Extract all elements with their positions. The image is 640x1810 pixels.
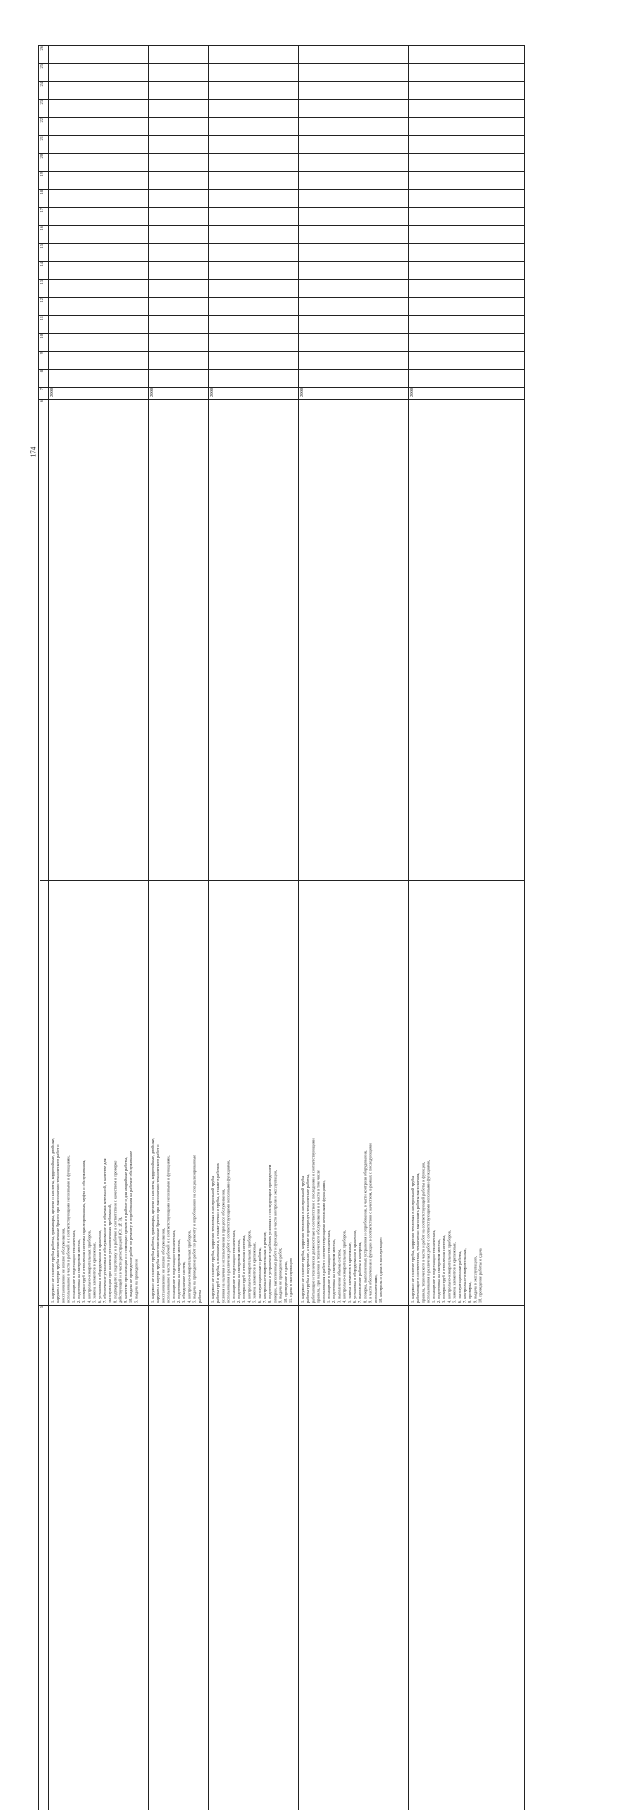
column-number: 18 [39, 190, 44, 195]
table-cell [409, 64, 525, 82]
table-row [39, 334, 525, 352]
table-cell [149, 46, 209, 64]
table-row [39, 298, 525, 316]
cell-c6 [299, 400, 384, 1305]
column-number-cell [39, 190, 49, 208]
column-number: 24 [39, 82, 44, 87]
table-cell [299, 100, 409, 118]
column-number: 22 [39, 118, 44, 123]
cell-c5 [299, 1306, 306, 1810]
table-row [39, 370, 525, 388]
table-row [39, 46, 525, 64]
table-cell [409, 208, 525, 226]
table-cell [409, 46, 525, 64]
cell-c6 [149, 400, 203, 1305]
table-cell [209, 190, 299, 208]
table-cell [149, 244, 209, 262]
table-row [39, 136, 525, 154]
cell-c5 [409, 1306, 416, 1810]
table-cell [209, 46, 299, 64]
table-row [39, 172, 525, 190]
column-number-cell [39, 226, 49, 244]
cell-c6 [209, 400, 294, 1305]
table-cell [409, 370, 525, 388]
column-number: 13 [39, 280, 44, 285]
table-cell [299, 334, 409, 352]
table-cell [409, 316, 525, 334]
column-number: 11 [39, 316, 44, 320]
table-cell [49, 64, 149, 82]
table-cell [209, 280, 299, 298]
table-cell [299, 226, 409, 244]
column-number: 6 [39, 400, 44, 402]
column-number-cell [39, 46, 49, 64]
data-table [38, 45, 525, 1810]
table-cell [149, 262, 209, 280]
table-cell [409, 1306, 525, 1810]
table-cell [209, 388, 299, 400]
table-cell [209, 334, 299, 352]
table-cell [209, 136, 299, 154]
table-cell [299, 154, 409, 172]
table-cell [409, 226, 525, 244]
table-cell [149, 1306, 209, 1810]
table-row [39, 400, 525, 1306]
table-cell [209, 154, 299, 172]
table-cell [209, 1306, 299, 1810]
table-cell [49, 46, 149, 64]
column-number-cell [39, 208, 49, 226]
column-number: 8 [39, 370, 44, 372]
table-cell [49, 136, 149, 154]
table-cell [49, 280, 149, 298]
column-number-cell [39, 154, 49, 172]
cell-c5 [49, 1306, 56, 1810]
table-cell [149, 370, 209, 388]
table-cell [209, 208, 299, 226]
column-number: 10 [39, 334, 44, 339]
table-cell [49, 400, 149, 1306]
table-cell [149, 82, 209, 100]
table-row [39, 208, 525, 226]
table-cell [299, 388, 409, 400]
table-cell [299, 298, 409, 316]
table-cell [409, 190, 525, 208]
cell-c7: 2000 [209, 388, 214, 397]
column-number-cell [39, 400, 49, 1306]
column-number-cell [39, 316, 49, 334]
column-number-cell [39, 334, 49, 352]
table-cell [209, 400, 299, 1306]
table-row [39, 64, 525, 82]
table-cell [209, 172, 299, 190]
table-cell [149, 388, 209, 400]
column-number-cell [39, 352, 49, 370]
table-cell [299, 118, 409, 136]
table-cell [149, 400, 209, 1306]
column-number-cell [39, 370, 49, 388]
table-cell [299, 1306, 409, 1810]
column-number-cell [39, 136, 49, 154]
table-cell [149, 280, 209, 298]
cell-c7: 2000 [149, 388, 154, 397]
table-row [39, 280, 525, 298]
table-cell [149, 154, 209, 172]
table-cell [149, 136, 209, 154]
table-cell [299, 64, 409, 82]
table-cell [49, 388, 149, 400]
table-cell [149, 208, 209, 226]
table-cell [299, 172, 409, 190]
table-row [39, 262, 525, 280]
table-cell [209, 244, 299, 262]
table-row [39, 1306, 525, 1810]
table-cell [49, 316, 149, 334]
table-cell [209, 82, 299, 100]
table-cell [409, 82, 525, 100]
table-cell [149, 172, 209, 190]
table-cell [409, 298, 525, 316]
cell-c6 [409, 400, 484, 1305]
table-cell [299, 352, 409, 370]
table-cell [409, 172, 525, 190]
table-cell [49, 190, 149, 208]
table-cell [209, 352, 299, 370]
column-number: 20 [39, 154, 44, 159]
table-cell [49, 82, 149, 100]
column-number-cell [39, 64, 49, 82]
column-number: 15 [39, 244, 44, 249]
table-cell [409, 352, 525, 370]
table-cell [49, 334, 149, 352]
table-cell [49, 226, 149, 244]
column-number-cell [39, 82, 49, 100]
table-cell [299, 190, 409, 208]
column-number-cell [39, 262, 49, 280]
column-number-cell [39, 118, 49, 136]
table-cell [299, 316, 409, 334]
column-number-cell [39, 100, 49, 118]
table-cell [409, 400, 525, 1306]
table-cell [209, 100, 299, 118]
table-cell [149, 334, 209, 352]
column-number-cell [39, 1306, 49, 1810]
table-cell [409, 118, 525, 136]
table-row [39, 100, 525, 118]
table-cell [149, 118, 209, 136]
column-number: 9 [39, 352, 44, 354]
table-cell [209, 64, 299, 82]
column-number: 14 [39, 262, 44, 267]
table-cell [409, 334, 525, 352]
table-cell [409, 280, 525, 298]
table-cell [149, 298, 209, 316]
table-cell [49, 172, 149, 190]
column-number-cell [39, 298, 49, 316]
table-cell [49, 1306, 149, 1810]
table-cell [209, 118, 299, 136]
table-cell [409, 136, 525, 154]
column-number: 26 [39, 46, 44, 51]
table-cell [209, 226, 299, 244]
rotated-table-sheet [38, 45, 524, 875]
footer-rule [40, 880, 524, 881]
table-cell [49, 262, 149, 280]
cell-c7: 2000 [49, 388, 54, 397]
column-number: 7 [39, 388, 44, 390]
column-number [39, 1306, 44, 1308]
table-row [39, 82, 525, 100]
table-cell [49, 100, 149, 118]
table-cell [149, 352, 209, 370]
table-cell [49, 298, 149, 316]
table-cell [49, 352, 149, 370]
table-cell [409, 100, 525, 118]
cell-c5 [149, 1306, 156, 1810]
table-cell [409, 262, 525, 280]
table-cell [299, 46, 409, 64]
cell-c5 [209, 1306, 216, 1810]
table-cell [49, 208, 149, 226]
table-cell [209, 262, 299, 280]
table-cell [299, 262, 409, 280]
table-row [39, 388, 525, 400]
table-cell [409, 244, 525, 262]
table-row [39, 118, 525, 136]
table-row [39, 352, 525, 370]
column-number: 17 [39, 208, 44, 213]
table-cell [299, 208, 409, 226]
table-cell [49, 118, 149, 136]
table-cell [49, 244, 149, 262]
column-number-cell [39, 244, 49, 262]
table-row [39, 190, 525, 208]
table-cell [149, 64, 209, 82]
table-cell [299, 82, 409, 100]
table-row [39, 226, 525, 244]
column-number: 21 [39, 136, 44, 141]
table-cell [209, 370, 299, 388]
table-cell [209, 316, 299, 334]
table-cell [409, 388, 525, 400]
table-cell [149, 190, 209, 208]
page-number: 174 [29, 447, 37, 458]
cell-c6 [49, 400, 139, 1305]
table-cell [149, 100, 209, 118]
column-number-cell [39, 172, 49, 190]
table-cell [49, 370, 149, 388]
table-cell [299, 370, 409, 388]
column-number: 23 [39, 100, 44, 105]
table-row [39, 316, 525, 334]
column-number-cell [39, 388, 49, 400]
column-number: 19 [39, 172, 44, 177]
column-number-cell [39, 280, 49, 298]
table-cell [149, 316, 209, 334]
cell-c7: 2000 [299, 388, 304, 397]
table-cell [299, 280, 409, 298]
table-row [39, 154, 525, 172]
table-cell [299, 244, 409, 262]
table-cell [149, 226, 209, 244]
table-cell [299, 400, 409, 1306]
table-cell [299, 136, 409, 154]
cell-c7: 2000 [409, 388, 414, 397]
table-cell [409, 154, 525, 172]
column-number: 16 [39, 226, 44, 231]
column-number: 12 [39, 298, 44, 303]
column-number: 25 [39, 64, 44, 69]
table-cell [209, 298, 299, 316]
table-row [39, 244, 525, 262]
table-cell [49, 154, 149, 172]
